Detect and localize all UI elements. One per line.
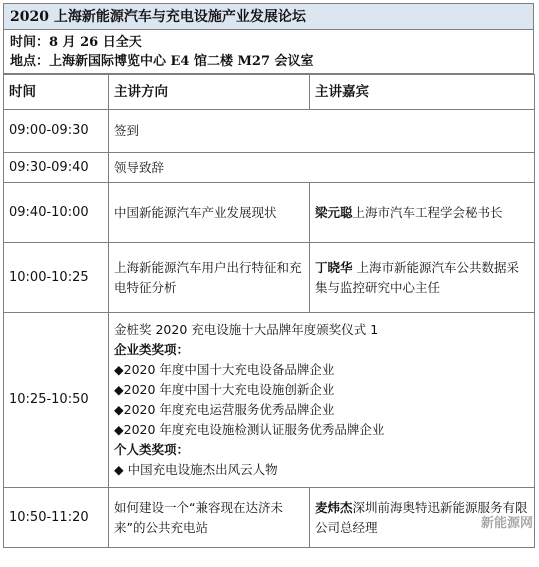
row-time: 10:50-11:20	[4, 488, 109, 548]
venue-line: 地点：上海新国际博览中心 E4 馆二楼 M27 会议室	[10, 54, 314, 69]
watermark: 新能源网	[480, 516, 533, 531]
col-header-speaker: 主讲嘉宾	[310, 75, 535, 110]
forum-info	[3, 30, 534, 74]
table-row-award	[4, 313, 535, 488]
row-topic: 签到	[109, 110, 535, 153]
table-row	[4, 110, 535, 153]
award-item: ◆ 中国充电设施杰出风云人物	[114, 462, 278, 477]
row-speaker	[310, 183, 535, 243]
row-time: 09:30-09:40	[4, 153, 109, 183]
row-time: 09:40-10:00	[4, 183, 109, 243]
award-item: ◆2020 年度中国十大充电设施创新企业	[114, 382, 335, 397]
table-row	[4, 243, 535, 313]
award-block	[109, 313, 535, 488]
award-item: ◆2020 年度充电设施检测认证服务优秀品牌企业	[114, 422, 385, 437]
row-speaker	[310, 488, 535, 548]
speaker-name: 丁晓华	[315, 259, 353, 275]
row-time: 10:25-10:50	[4, 313, 109, 488]
personal-award-heading: 个人类奖项：	[114, 442, 190, 457]
speaker-title: 上海市新能源汽车公共数据采集与监控研究中心主任	[315, 259, 519, 295]
award-item: ◆2020 年度中国十大充电设备品牌企业	[114, 362, 335, 377]
row-topic: 如何建设一个“兼容现在达济未来”的公共充电站	[109, 488, 310, 548]
enterprise-award-heading: 企业类奖项：	[114, 342, 190, 357]
agenda-table	[3, 74, 535, 548]
speaker-name: 梁元聪	[315, 204, 353, 220]
award-item: ◆2020 年度充电运营服务优秀品牌企业	[114, 402, 335, 417]
agenda-sheet	[3, 3, 534, 548]
row-topic: 中国新能源汽车产业发展现状	[109, 183, 310, 243]
speaker-title: 上海市汽车工程学会秘书长	[352, 204, 503, 220]
table-row	[4, 488, 535, 548]
table-header-row	[4, 75, 535, 110]
row-time: 09:00-09:30	[4, 110, 109, 153]
table-row	[4, 183, 535, 243]
row-speaker	[310, 243, 535, 313]
row-time: 10:00-10:25	[4, 243, 109, 313]
col-header-time: 时间	[4, 75, 109, 110]
forum-title: 2020 上海新能源汽车与充电设施产业发展论坛	[3, 3, 534, 30]
date-line: 时间：8 月 26 日全天	[10, 35, 142, 50]
speaker-title: 深圳前海奥特迅新能源服务有限公司总经理	[315, 499, 528, 535]
table-row	[4, 153, 535, 183]
speaker-name: 麦炜杰	[315, 499, 353, 515]
row-topic: 上海新能源汽车用户出行特征和充电特征分析	[109, 243, 310, 313]
award-title: 金桩奖 2020 充电设施十大品牌年度颁奖仪式 1	[114, 322, 379, 337]
col-header-topic: 主讲方向	[109, 75, 310, 110]
row-topic: 领导致辞	[109, 153, 535, 183]
